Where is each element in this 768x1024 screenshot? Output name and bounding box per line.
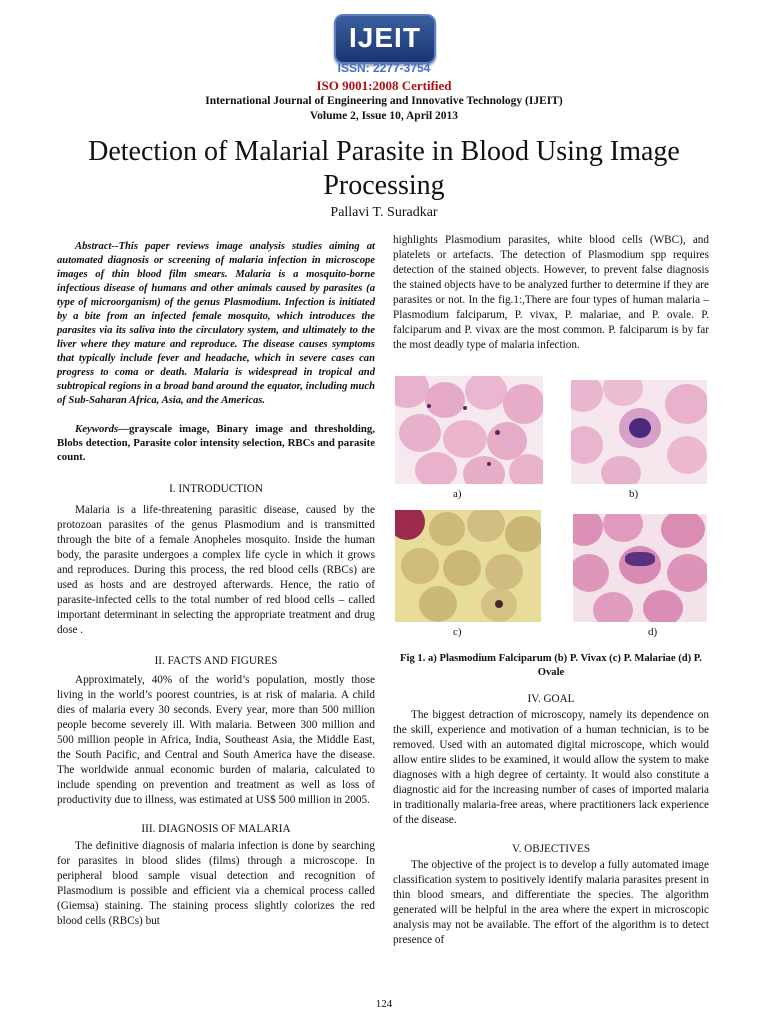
abstract-text: This paper reviews image analysis studies aiming at automated diagnosis or screening of malaria infection in microscope images of thin blood film smears. Malaria is a mosquito-borne infectious disease of humans and other animals caused by parasites (a type of microorganism) of the genus Plasmodium. Infection is initiated by a bite from an infected female mosquito, which introduces the parasites via its saliva into the circulatory system, and ultimately to the liver where they mature and reproduce. The disease causes symptoms that typically include fever and headache, which in severe cases can progress to coma or death. Malaria is widespread in tropical and subtropical regions in a broad band around the equator, including much of Sub-Saharan Africa, Asia, and the Americas.	[57, 241, 375, 406]
keywords-text: —grayscale image, Binary image and thresholding, Blobs detection, Parasite color intensity selection, RBCs and parasite count.	[57, 423, 375, 463]
figure-caption: Fig 1. a) Plasmodium Falciparum (b) P. Vivax (c) P. Malariae (d) P. Ovale	[400, 653, 702, 678]
abstract-label: Abstract--	[75, 241, 119, 252]
paper-title: Detection of Malarial Parasite in Blood Using Image Processing	[88, 136, 680, 201]
objectives-heading: V. OBJECTIVES	[511, 843, 591, 855]
figure-label-d: d)	[648, 626, 658, 638]
left-column	[57, 240, 375, 929]
issn: ISSN: 2277-3754	[337, 61, 431, 75]
right-column-top	[393, 233, 709, 353]
author: Pallavi T. Suradkar	[330, 205, 438, 220]
keywords	[57, 422, 375, 464]
abstract	[57, 240, 375, 408]
intro-text: Malaria is a life-threatening parasitic disease, caused by the protozoan parasites of the genus Plasmodium and is transmitted through the bite of a female Anopheles mosquito. Inside the human body, the parasite undergoes a complex life cycle in which it grows and reproduces. During this process, the red blood cells (RBCs) are used as hosts and are destroyed afterwards. Hence, the ratio of parasite-infected cells to the total number of red blood cells – called important determinant in selecting the appropriate treatment and drug dose .	[57, 504, 375, 636]
facts-text: Approximately, 40% of the world’s population, mostly those living in the world’s poorest countries, is at risk of malaria. A child dies of malaria every 30 seconds. Every year, more than 500 million people become severely ill. With malaria. Between 300 million and 500 million people in Africa, India, Southeast Asia, the Middle East, the South Pacific, and Central and South America have the disease. The worldwide annual economic burden of malaria, calculated to include spending on prevention and treatment as well as loss of productivity due to illness, was estimated at US$ 500 million in 2005.	[57, 674, 375, 806]
facts-heading: II. FACTS AND FIGURES	[154, 655, 278, 667]
figure-label-c: c)	[453, 626, 462, 638]
diagnosis-continued: highlights Plasmodium parasites, white blood cells (WBC), and platelets or artefacts. The detection of Plasmodium spp requires detection of the stained objects. However, to prevent false diagnosis the stained objects have to be analyzed further to determine if they are parasites or not. In the fig.1:,There are four types of human malaria – Plasmodium falciparum, P. vivax, P. malariae, and P. ovale. P. falciparum and P. vivax are the most common. P. falciparum is by far the most deadly type of malaria infection.	[393, 234, 709, 351]
diagnosis-heading: III. DIAGNOSIS OF MALARIA	[141, 823, 291, 835]
intro-heading: I. INTRODUCTION	[169, 483, 263, 495]
page-number: 124	[375, 998, 393, 1010]
figure-label-a: a)	[453, 488, 462, 500]
right-column-bottom	[393, 692, 709, 948]
journal-logo	[334, 14, 436, 64]
keywords-label: Keywords	[75, 423, 119, 435]
figure-panel-c	[395, 510, 541, 622]
figure-panel-a	[395, 376, 543, 484]
objectives-text: The objective of the project is to develop a fully automated image classification system to positively identify malaria parasites present in thin blood smears, and differentiate the species. The algorithm generated will be helpful in the area where the expert in microscopic analysis may not be available. The effort of the algorithm is to detect presence of	[393, 859, 709, 946]
figure-panel-d	[573, 514, 707, 622]
goal-text: The biggest detraction of microscopy, namely its dependence on the skill, experience and motivation of a human technician, is to be removed. Used with an automated digital microscope, which would allow entire slides to be examined, it would allow the system to make diagnoses with a high degree of certainty. It would also constitute a diagnostic aid for the increasing number of cases of imported malaria in traditionally malaria-free areas, where practitioners lack experience of the disease.	[393, 709, 709, 826]
goal-heading: IV. GOAL	[527, 693, 575, 705]
figure-label-b: b)	[629, 488, 639, 500]
journal-name: International Journal of Engineering and Innovative Technology (IJEIT)	[205, 95, 563, 107]
figure-panel-b	[571, 380, 707, 484]
iso-certification: ISO 9001:2008 Certified	[316, 78, 452, 93]
journal-volume: Volume 2, Issue 10, April 2013	[309, 110, 459, 122]
diagnosis-text: The definitive diagnosis of malaria infection is done by searching for parasites in blood slides (films) through a microscope. In peripheral blood sample visual detection and recognition of Plasmodium is possible and efficient via a chemical process called (Giemsa) staining. The staining process slightly colorizes the red blood cells (RBCs) but	[57, 840, 375, 927]
logo-text: IJEIT	[349, 22, 421, 53]
